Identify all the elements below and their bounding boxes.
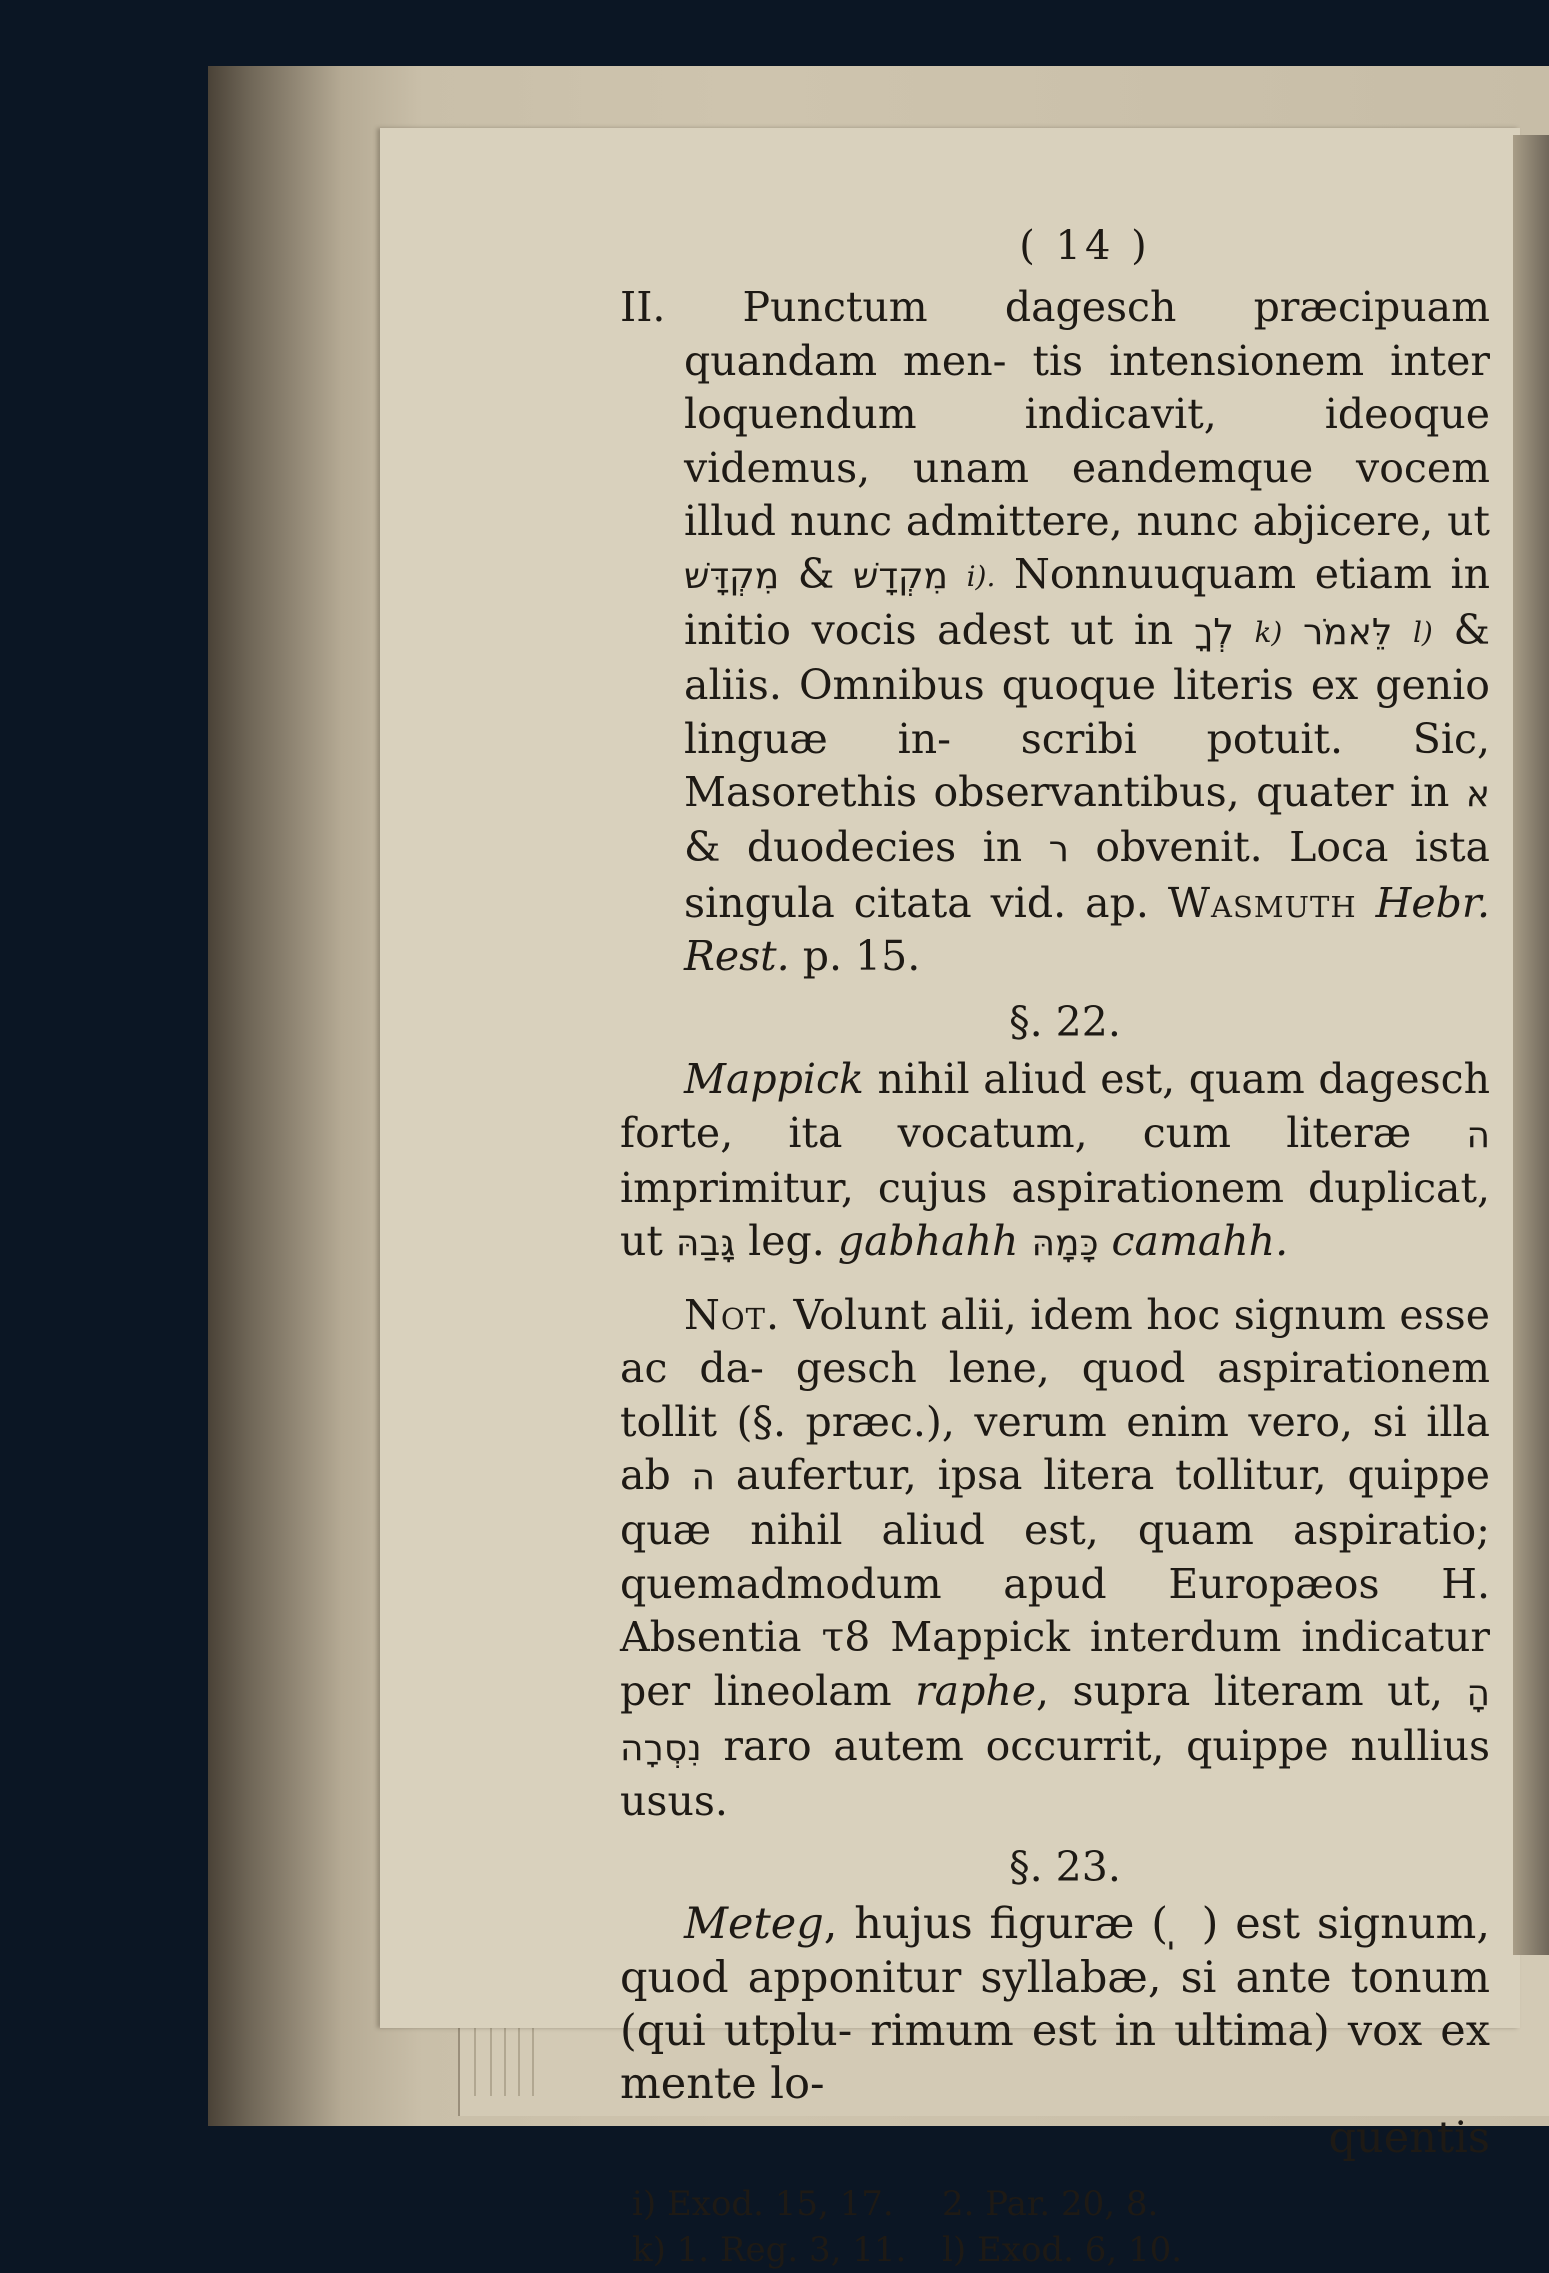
hebrew-letter: ה bbox=[691, 1456, 716, 1498]
footnote-line: i) Exod. 15, 17. 2. Par. 20, 8. bbox=[632, 2184, 1159, 2225]
footnote-ref-l: l) bbox=[1412, 615, 1433, 649]
footnote-line: k) 1. Reg. 3, 11. l) Exod. 6, 10. bbox=[632, 2230, 1183, 2271]
hebrew-letter: א bbox=[1465, 774, 1490, 816]
hebrew-word: לֵּאמֹר bbox=[1302, 611, 1393, 653]
hebrew-word: כָּמָהּ bbox=[1031, 1223, 1099, 1265]
paragraph-22: Mappick nihil aliud est, quam dagesch forte, ita vocatum, cum literæ ה imprimitur, cujus aspirationem duplicat, ut גָּבַהּ leg. gabhahh כָּמָהּ camahh. bbox=[620, 1055, 1490, 1266]
paragraph-II: II. Punctum dagesch præcipuam quandam men- tis intensionem inter loquendum indicavit, ideoque videmus, unam eandemque vocem illud nunc admittere, nunc abjicere, ut מִקְדָּשׁ & מִקְדָשׁ i). Nonnuuquam etiam in initio vocis adest ut in לְךָ k) לֵּאמֹר l) & aliis. Omnibus quoque literis ex genio linguæ in- scribi potuit. Sic, Masorethis observantibus, quater in א & duodecies in ר obvenit. Loca ista singula citata vid. ap. Wasmuth Hebr. Rest. p. 15. bbox=[620, 283, 1490, 981]
hebrew-word: הָ נִסְרָה bbox=[620, 1672, 1490, 1769]
term-mappick: Mappick bbox=[684, 1055, 864, 1104]
paragraph-23: Meteg, hujus figuræ ( ̩ ) est signum, quod apponitur syllabæ, si ante tonum (qui utplu- rimum est in ultima) vox ex mente lo- bbox=[620, 1899, 1491, 2110]
book-gutter bbox=[1513, 135, 1549, 1955]
author-name: Wasmuth bbox=[1167, 878, 1357, 927]
page-text bbox=[620, 220, 1490, 2273]
term-meteg: Meteg bbox=[684, 1899, 824, 1950]
catchword: quentis bbox=[1328, 2112, 1490, 2163]
nota-label: Not. bbox=[684, 1290, 781, 1339]
footnotes bbox=[620, 2181, 1490, 2273]
section-heading-22: §. 22. bbox=[1009, 997, 1121, 1046]
page-number: ( 14 ) bbox=[1019, 223, 1151, 269]
section-heading-23: §. 23. bbox=[1009, 1842, 1121, 1891]
hebrew-letter: ה bbox=[1466, 1114, 1490, 1156]
hebrew-letter: ר bbox=[1048, 829, 1069, 871]
hebrew-word: לְךָ bbox=[1193, 611, 1234, 653]
footnote-ref-i: i). bbox=[966, 560, 996, 594]
hebrew-word: מִקְדָּשׁ bbox=[684, 556, 780, 598]
footnote-ref-k: k) bbox=[1254, 615, 1283, 649]
hebrew-word: מִקְדָשׁ bbox=[852, 556, 948, 598]
hebrew-word: גָּבַהּ bbox=[675, 1223, 736, 1265]
paragraph-nota: Not. Volunt alii, idem hoc signum esse ac da- gesch lene, quod aspirationem tollit (§. præc.), verum enim vero, si illa ab ה aufertur, ipsa litera tollitur, quippe quæ nihil aliud est, quam aspiratio; quemadmodum apud Europæos H. Absentia τ8 Mappick interdum indicatur per lineolam raphe, supra literam ut, הָ נִסְרָה raro autem occurrit, quippe nullius usus. bbox=[620, 1290, 1491, 1826]
